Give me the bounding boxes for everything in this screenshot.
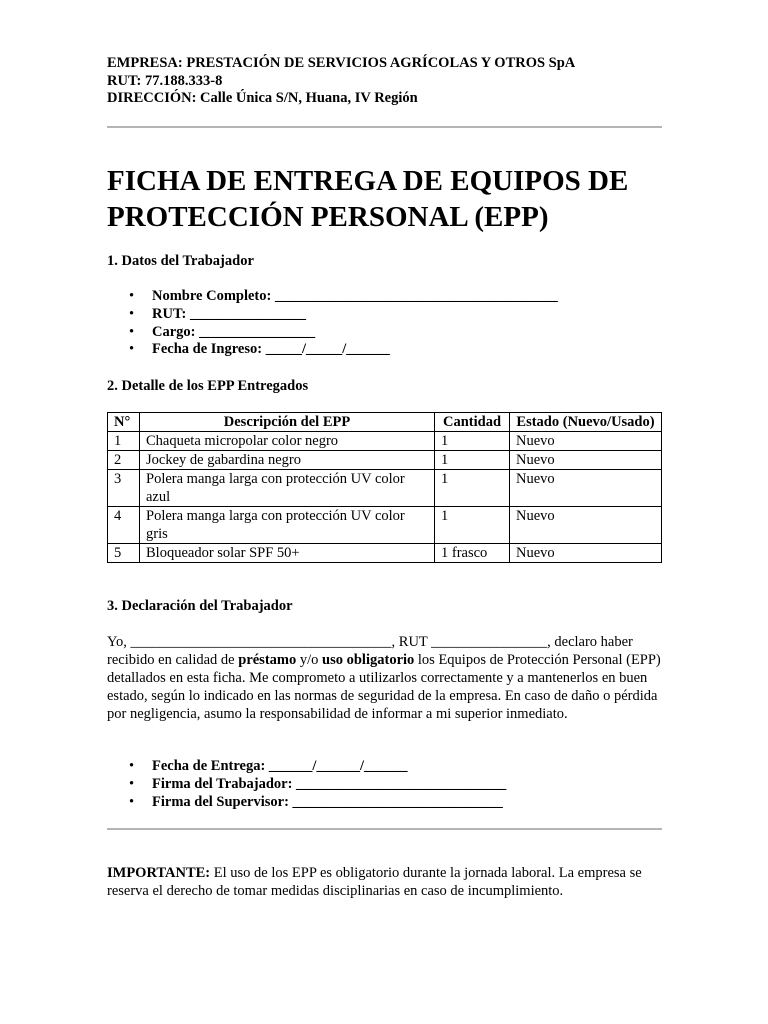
table-row [108,544,662,563]
table-row [108,451,662,470]
field-fecha-entrega[interactable]: • Fecha de Entrega: ______/______/______ [107,758,506,776]
declaration-bold-uso-obligatorio: uso obligatorio [322,652,415,668]
cell-estado: Nuevo [510,432,662,451]
section2-heading: 2. Detalle de los EPP Entregados [107,378,309,394]
col-header-cantidad: Cantidad [435,413,510,432]
important-note [107,864,667,900]
cell-descripcion: Bloqueador solar SPF 50+ [140,544,435,563]
important-label: IMPORTANTE: [107,865,211,881]
company-rut: RUT: 77.188.333-8 [107,72,223,89]
cell-descripcion: Jockey de gabardina negro [140,451,435,470]
table-row [108,470,662,507]
cell-descripcion: Polera manga larga con protección UV color azul [140,470,435,507]
cell-estado: Nuevo [510,470,662,507]
declaration-text-start: Yo, ____________________________________, RUT ________________, declaro haber recibido en calidad de [107,634,633,668]
cell-numero: 1 [108,432,140,451]
cell-numero: 3 [108,470,140,507]
title-line-1: FICHA DE ENTREGA DE EQUIPOS DE [107,165,629,197]
company-address: DIRECCIÓN: Calle Única S/N, Huana, IV Región [107,90,418,106]
field-firma-supervisor[interactable]: • Firma del Supervisor: _____________________________ [107,794,506,812]
worker-data-list [107,288,558,359]
table-row [108,432,662,451]
cell-estado: Nuevo [510,544,662,563]
important-text: El uso de los EPP es obligatorio durante la jornada laboral. La empresa se reserva el derecho de tomar medidas disciplinarias en caso de incumplimiento. [107,865,642,899]
field-rut[interactable]: • RUT: ________________ [107,306,558,324]
cell-cantidad: 1 [435,507,510,544]
cell-numero: 2 [108,451,140,470]
section1-heading: 1. Datos del Trabajador [107,253,254,269]
company-name: EMPRESA: PRESTACIÓN DE SERVICIOS AGRÍCOLAS Y OTROS SpA [107,55,576,71]
field-nombre-completo[interactable]: • Nombre Completo: _______________________________________ [107,288,558,306]
document-title [107,163,628,235]
table-header-row [108,413,662,432]
col-header-numero: N° [108,413,140,432]
cell-descripcion: Chaqueta micropolar color negro [140,432,435,451]
title-line-2: PROTECCIÓN PERSONAL (EPP) [107,201,549,233]
declaration-bold-prestamo: préstamo [238,652,297,668]
table-row [108,507,662,544]
footer-divider [107,828,662,830]
cell-numero: 5 [108,544,140,563]
col-header-estado: Estado (Nuevo/Usado) [510,413,662,432]
cell-cantidad: 1 [435,470,510,507]
cell-estado: Nuevo [510,451,662,470]
epp-table [107,412,662,563]
field-fecha-ingreso[interactable]: • Fecha de Ingreso: _____/_____/______ [107,341,558,359]
cell-cantidad: 1 [435,432,510,451]
company-header [107,55,575,108]
section3-heading: 3. Declaración del Trabajador [107,598,293,614]
field-firma-trabajador[interactable]: • Firma del Trabajador: _____________________________ [107,776,506,794]
header-divider [107,126,662,128]
cell-descripcion: Polera manga larga con protección UV color gris [140,507,435,544]
col-header-descripcion: Descripción del EPP [140,413,435,432]
cell-cantidad: 1 [435,451,510,470]
declaration-paragraph [107,633,667,723]
declaration-text-mid: y/o [296,652,323,668]
cell-estado: Nuevo [510,507,662,544]
cell-numero: 4 [108,507,140,544]
field-cargo[interactable]: • Cargo: ________________ [107,324,558,342]
cell-cantidad: 1 frasco [435,544,510,563]
declaration-text-end: los Equipos de Protección Personal (EPP) detallados en esta ficha. Me comprometo a utilizarlos correctamente y a mantenerlos en buen estado, según lo indicado en las normas de seguridad de la empresa. En caso de daño o pérdida por negligencia, asumo la responsabilidad de informar a mi superior inmediato. [107,652,661,722]
signature-list [107,758,506,811]
